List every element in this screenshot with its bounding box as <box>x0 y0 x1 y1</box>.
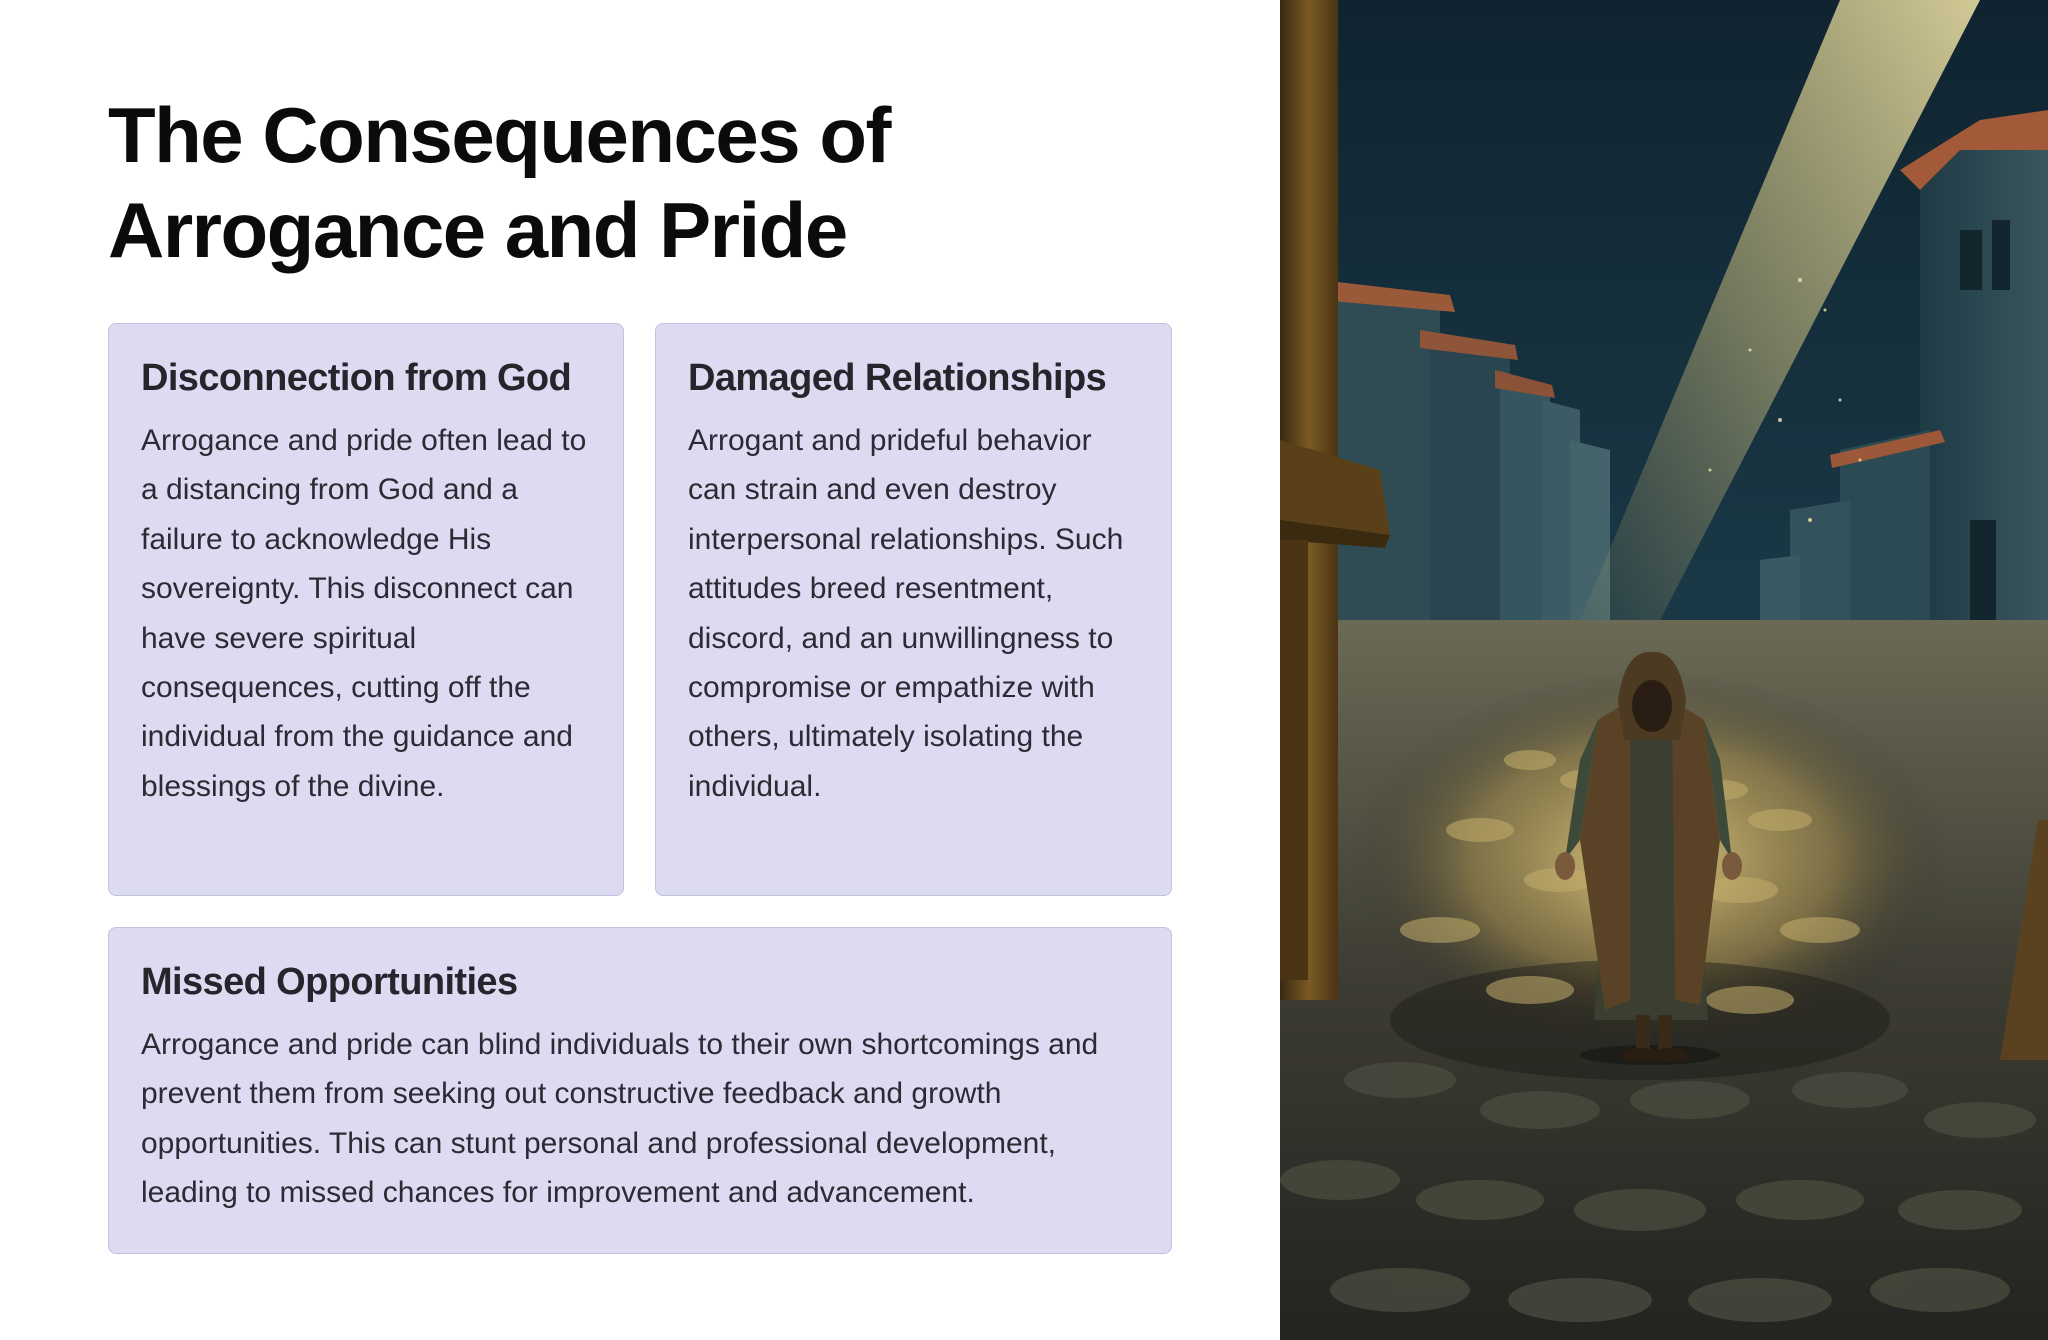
card-heading: Missed Opportunities <box>141 961 518 1003</box>
card-disconnection-from-god <box>108 323 624 896</box>
card-heading: Disconnection from God <box>141 357 572 399</box>
card-missed-opportunities <box>108 927 1172 1254</box>
slide-title: The Consequences of Arrogance and Pride <box>108 91 890 274</box>
illustration-hooded-figure-in-alley <box>1280 0 2048 1340</box>
card-body: Arrogance and pride often lead to a distancing from God and a failure to acknowledge His sovereignty. This disconnect can have severe spiritual consequences, cutting off the individual from the guidance and blessings of the divine. <box>141 424 587 803</box>
card-damaged-relationships <box>655 323 1172 896</box>
card-heading: Damaged Relationships <box>688 357 1107 399</box>
card-body: Arrogant and prideful behavior can strain and even destroy interpersonal relationships. Such attitudes breed resentment, discord, and an unwillingness to compromise or empathize with others, ultimately isolating the individual. <box>688 424 1124 803</box>
card-body: Arrogance and pride can blind individuals to their own shortcomings and prevent them from seeking out constructive feedback and growth opportunities. This can stunt personal and professional development, leading to missed chances for improvement and advancement. <box>141 1028 1099 1210</box>
